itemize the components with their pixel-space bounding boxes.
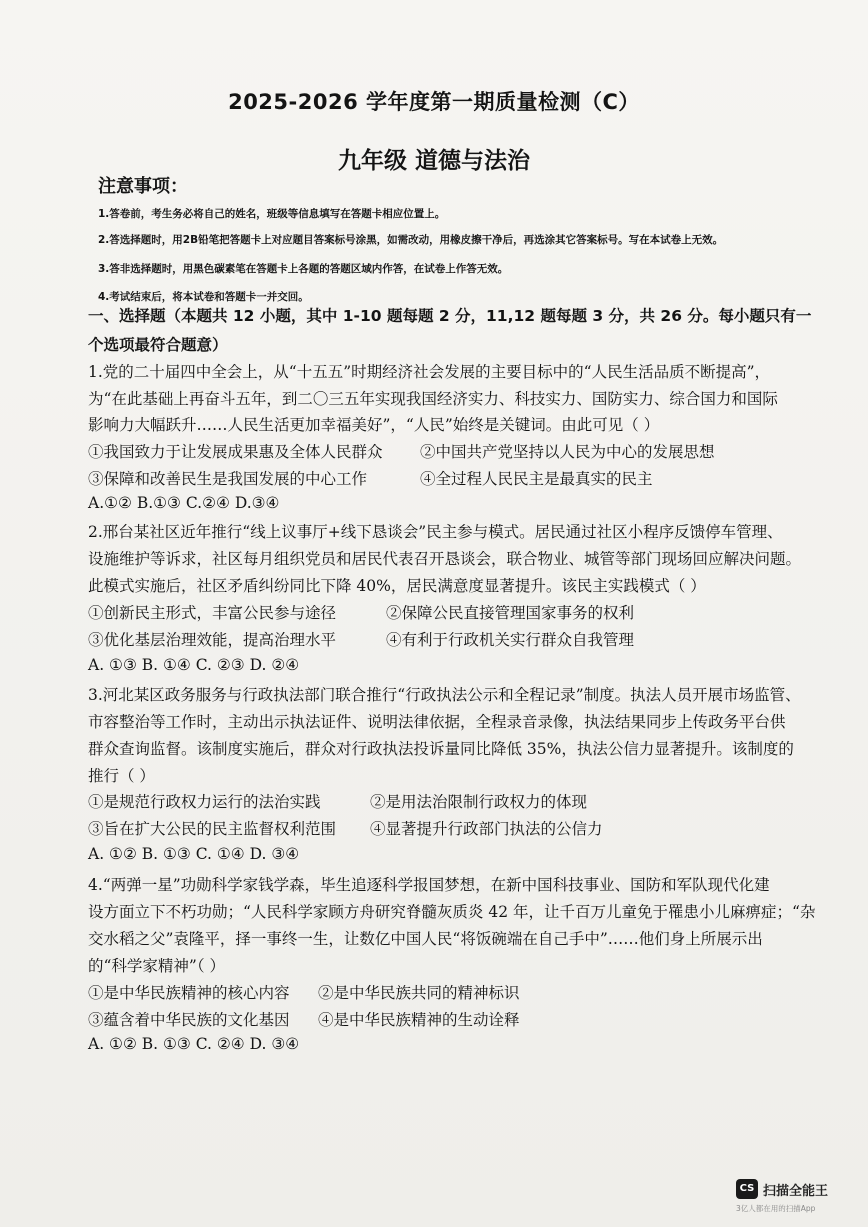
question-2-option: ①创新民主形式，丰富公民参与途径 bbox=[88, 604, 337, 622]
question-2-stem-line: 此模式实施后，社区矛盾纠纷同比下降 40%，居民满意度显著提升。该民主实践模式（ ） bbox=[88, 577, 706, 595]
question-4-option: ③蕴含着中华民族的文化基因 bbox=[88, 1011, 290, 1029]
question-4-stem-line: 设方面立下不朽功勋；“人民科学家顾方舟研究脊髓灰质炎 42 年，让千百万儿童免于罹患小儿麻痹症；“杂 bbox=[88, 903, 816, 921]
question-2-stem-line: 设施维护等诉求，社区每月组织党员和居民代表召开恳谈会，联合物业、城管等部门现场回应解决问题。 bbox=[88, 550, 802, 568]
note-item: 4.考试结束后，将本试卷和答题卡一并交回。 bbox=[98, 291, 309, 303]
question-3-option: ④显著提升行政部门执法的公信力 bbox=[370, 820, 603, 838]
question-4-stem-line: 交水稻之父”袁隆平，择一事终一生，让数亿中国人民“将饭碗端在自己手中”……他们身上所展示出 bbox=[88, 930, 763, 948]
watermark-tagline: 3亿人都在用的扫描App bbox=[736, 1204, 816, 1213]
section-heading-line: 一、选择题（本题共 12 小题，其中 1-10 题每题 2 分，11,12 题每题 3 分，共 26 分。每小题只有一 bbox=[88, 307, 812, 325]
question-3-option: ③旨在扩大公民的民主监督权利范围 bbox=[88, 820, 337, 838]
question-2-option: ②保障公民直接管理国家事务的权利 bbox=[386, 604, 635, 622]
camscanner-logo-icon: CS bbox=[736, 1179, 758, 1199]
question-1-option: ③保障和改善民生是我国发展的中心工作 bbox=[88, 470, 368, 488]
question-2-stem-line: 2.邢台某社区近年推行“线上议事厅+线下恳谈会”民主参与模式。居民通过社区小程序反馈停车管理、 bbox=[88, 523, 783, 541]
section-heading bbox=[88, 302, 848, 360]
question-2-option: ③优化基层治理效能，提高治理水平 bbox=[88, 631, 337, 649]
question-4-answers: A. ①② B. ①③ C. ②④ D. ③④ bbox=[88, 1035, 300, 1053]
question-1-stem-line: 1.党的二十届四中全会上，从“十五五”时期经济社会发展的主要目标中的“人民生活品质不断提高”， bbox=[88, 363, 770, 381]
question-1-answers: A.①② B.①③ C.②④ D.③④ bbox=[88, 494, 280, 512]
scanner-watermark bbox=[736, 1177, 856, 1221]
question-4-stem-line: 的“科学家精神”（ ） bbox=[88, 957, 226, 975]
note-item: 3.答非选择题时，用黑色碳素笔在答题卡上各题的答题区域内作答，在试卷上作答无效。 bbox=[98, 263, 509, 275]
section-heading-line: 个选项最符合题意） bbox=[88, 336, 228, 354]
watermark-app-name: 扫描全能王 bbox=[763, 1184, 829, 1199]
question-1-option: ②中国共产党坚持以人民为中心的发展思想 bbox=[420, 443, 715, 461]
question-3-stem-line: 推行（ ） bbox=[88, 767, 155, 785]
question-1-option: ①我国致力于让发展成果惠及全体人民群众 bbox=[88, 443, 383, 461]
question-3-stem-line: 3.河北某区政务服务与行政执法部门联合推行“行政执法公示和全程记录”制度。执法人员开展市场监管、 bbox=[88, 686, 801, 704]
note-item: 1.答卷前，考生务必将自己的姓名，班级等信息填写在答题卡相应位置上。 bbox=[98, 208, 446, 220]
question-2-answers: A. ①③ B. ①④ C. ②③ D. ②④ bbox=[88, 656, 300, 674]
question-1-stem-line: 影响力大幅跃升……人民生活更加幸福美好”，“人民”始终是关键词。由此可见（ ） bbox=[88, 416, 660, 434]
question-4-option: ①是中华民族精神的核心内容 bbox=[88, 984, 290, 1002]
question-4-option: ④是中华民族精神的生动诠释 bbox=[318, 1011, 520, 1029]
question-3-stem-line: 群众查询监督。该制度实施后，群众对行政执法投诉量同比降低 35%，执法公信力显著提升。该制度的 bbox=[88, 740, 794, 758]
question-3-option: ①是规范行政权力运行的法治实践 bbox=[88, 793, 321, 811]
exam-title: 2025-2026 学年度第一期质量检测（C） bbox=[228, 90, 640, 114]
question-3-stem-line: 市容整治等工作时，主动出示执法证件、说明法律依据，全程录音录像，执法结果同步上传政务平台供 bbox=[88, 713, 786, 731]
question-1-option: ④全过程人民民主是最真实的民主 bbox=[420, 470, 653, 488]
question-1-stem-line: 为“在此基础上再奋斗五年，到二〇三五年实现我国经济实力、科技实力、国防实力、综合国力和国际 bbox=[88, 390, 778, 408]
question-4-stem-line: 4.“两弹一星”功勋科学家钱学森，毕生追逐科学报国梦想，在新中国科技事业、国防和军队现代化建 bbox=[88, 876, 770, 894]
note-item: 2.答选择题时，用2B铅笔把答题卡上对应题目答案标号涂黑，如需改动，用橡皮擦干净后，再选涂其它答案标号。写在本试卷上无效。 bbox=[98, 234, 724, 246]
question-3-answers: A. ①② B. ①③ C. ①④ D. ③④ bbox=[88, 845, 300, 863]
question-2-option: ④有利于行政机关实行群众自我管理 bbox=[386, 631, 635, 649]
question-3-option: ②是用法治限制行政权力的体现 bbox=[370, 793, 588, 811]
question-4-option: ②是中华民族共同的精神标识 bbox=[318, 984, 520, 1002]
notes-title: 注意事项： bbox=[98, 176, 188, 197]
exam-subtitle: 九年级 道德与法治 bbox=[337, 148, 530, 174]
